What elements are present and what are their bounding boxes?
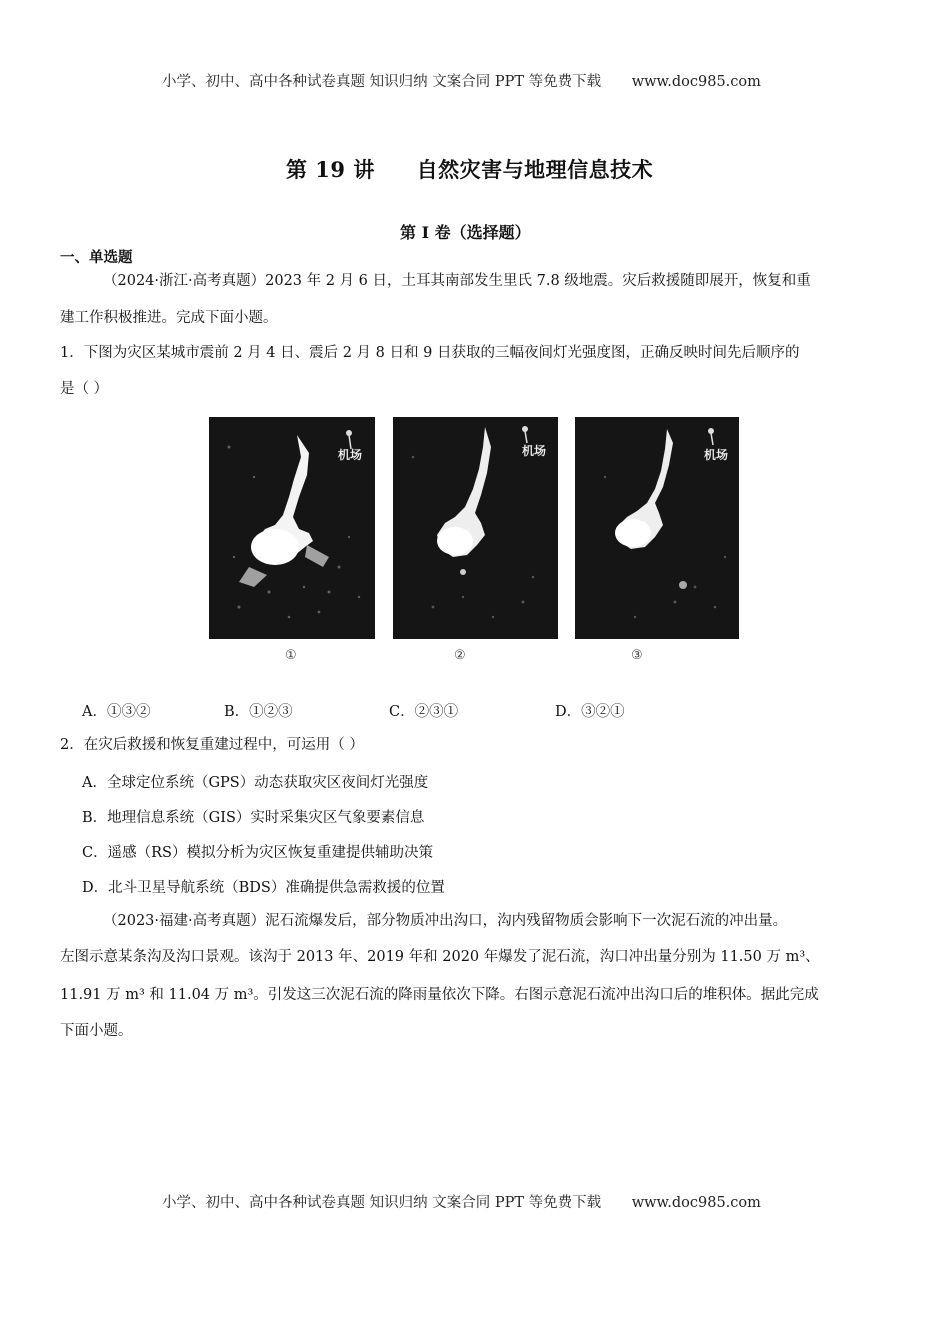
image-caption-3: ③	[631, 648, 643, 663]
context1-line2: 建工作积极推进。完成下面小题。	[60, 310, 278, 326]
q2-option-c[interactable]: C．遥感（RS）模拟分析为灾区恢复重建提供辅助决策	[82, 845, 433, 861]
image-caption-2: ②	[454, 648, 466, 663]
q1-stem-line2: 是（ ）	[60, 381, 109, 397]
context2-line2: 左图示意某条沟及沟口景观。该沟于 2013 年、2019 年和 2020 年爆发了泥石流，沟口冲出量分别为 11.50 万 m³、	[60, 949, 820, 965]
airport-label-3: 机场	[704, 448, 729, 462]
section-title: 一、单选题	[60, 249, 133, 266]
airport-label-2: 机场	[522, 444, 547, 458]
q1-option-b[interactable]: B．①②③	[224, 704, 293, 720]
context2-line1: （2023·福建·高考真题）泥石流爆发后，部分物质冲出沟口，沟内残留物质会影响下一次泥石流的冲出量。	[103, 913, 788, 929]
q1-stem-line1: 1．下图为灾区某城市震前 2 月 4 日、震后 2 月 8 日和 9 日获取的三幅夜间灯光强度图，正确反映时间先后顺序的	[60, 345, 800, 361]
lecture-topic: 自然灾害与地理信息技术	[416, 157, 654, 182]
q1-option-a[interactable]: A．①③②	[82, 704, 151, 720]
lecture-number: 第 19 讲	[286, 157, 375, 182]
q1-option-c[interactable]: C．②③①	[389, 704, 459, 720]
page-footer	[162, 1191, 761, 1212]
page-header	[162, 70, 761, 91]
footer-site-link[interactable]: www.doc985.com	[631, 1195, 761, 1211]
q2-option-a[interactable]: A．全球定位系统（GPS）动态获取灾区夜间灯光强度	[82, 775, 429, 791]
footer-text: 小学、初中、高中各种试卷真题 知识归纳 文案合同 PPT 等免费下载	[162, 1195, 602, 1211]
airport-label-1: 机场	[338, 448, 363, 462]
volume-title: 第 I 卷（选择题）	[400, 223, 531, 242]
image-caption-1: ①	[285, 648, 297, 663]
context1-line1: （2024·浙江·高考真题）2023 年 2 月 6 日，土耳其南部发生里氏 7.8 级地震。灾后救援随即展开，恢复和重	[103, 273, 811, 289]
q1-option-d[interactable]: D．③②①	[555, 704, 625, 720]
context2-line3: 11.91 万 m³ 和 11.04 万 m³。引发这三次泥石流的降雨量依次下降。右图示意泥石流冲出沟口后的堆积体。据此完成	[60, 987, 819, 1003]
page-title	[286, 154, 653, 184]
header-site-link[interactable]: www.doc985.com	[631, 74, 761, 90]
context2-line4: 下面小题。	[60, 1023, 133, 1039]
q2-option-b[interactable]: B．地理信息系统（GIS）实时采集灾区气象要素信息	[82, 810, 425, 826]
q2-stem: 2．在灾后救援和恢复重建过程中，可运用（ ）	[60, 737, 364, 753]
header-text: 小学、初中、高中各种试卷真题 知识归纳 文案合同 PPT 等免费下载	[162, 74, 602, 90]
q2-option-d[interactable]: D．北斗卫星导航系统（BDS）准确提供急需救援的位置	[82, 880, 445, 896]
